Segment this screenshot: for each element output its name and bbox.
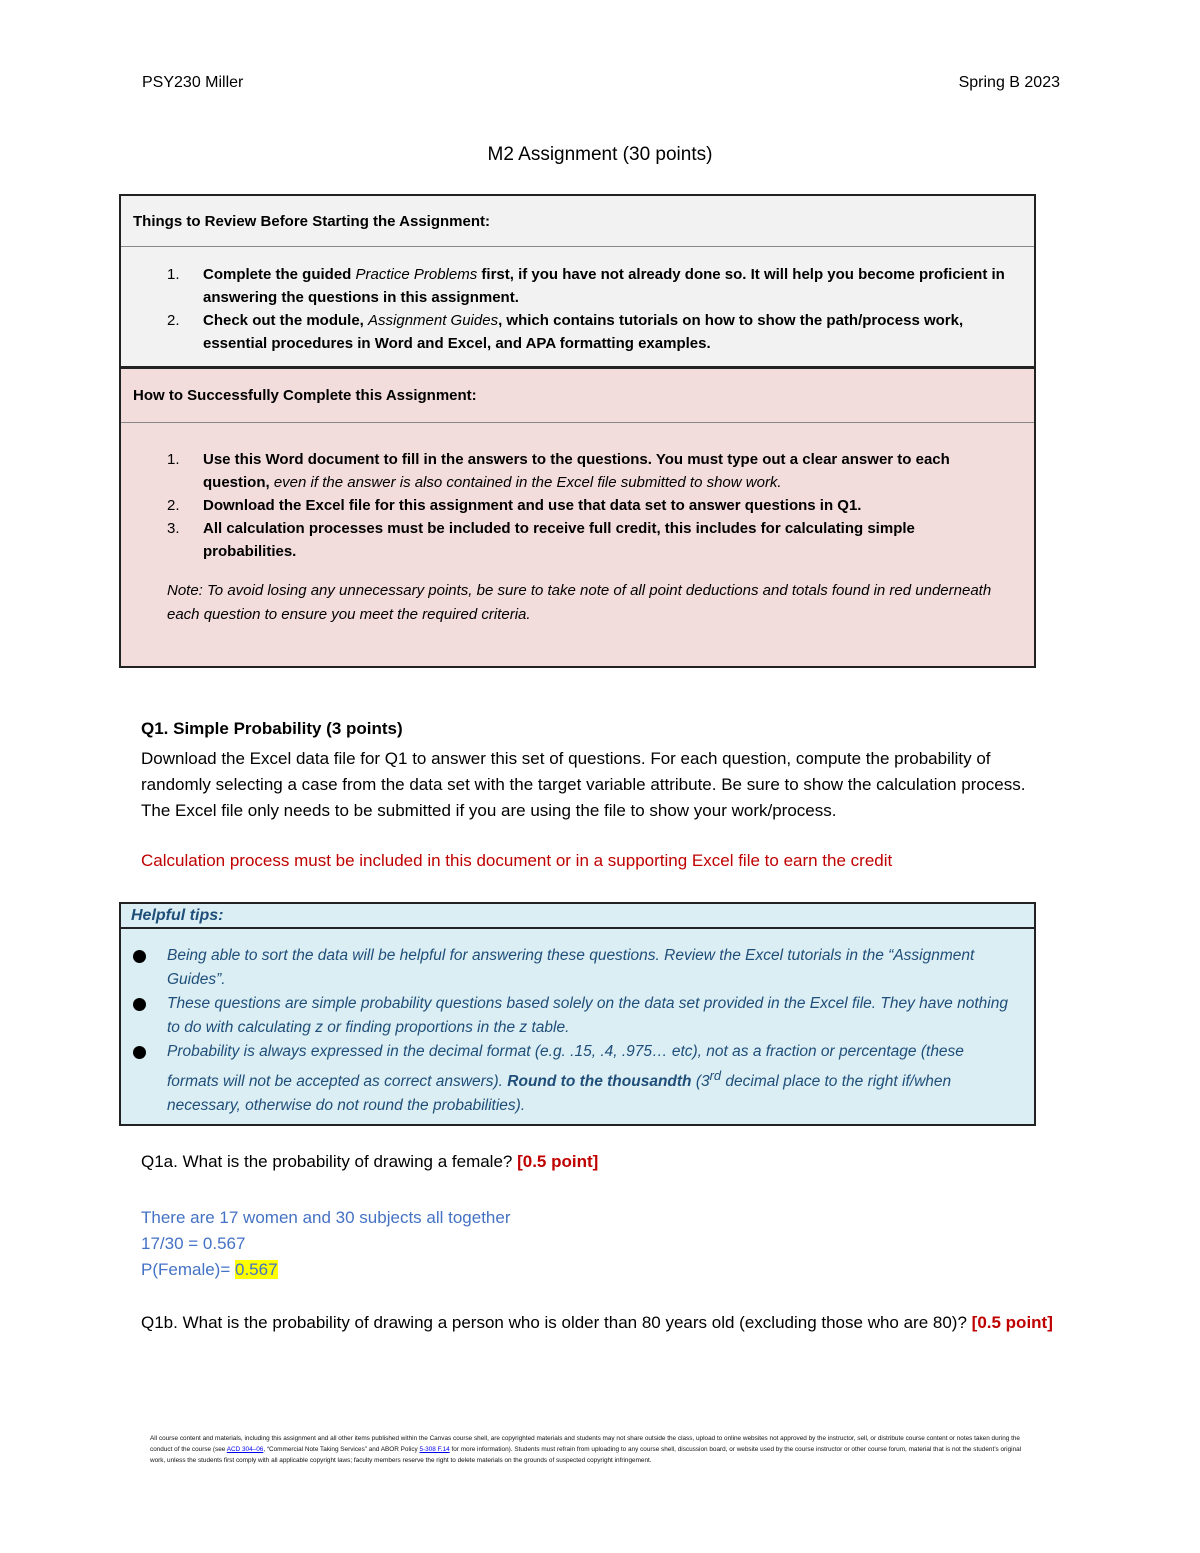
how-to-heading: How to Successfully Complete this Assignment: bbox=[121, 369, 1034, 423]
review-item-text: first, if you have not already done so. It will help you become proficient in answering the questions in this assignment. bbox=[203, 266, 1005, 306]
review-item-text: Complete the guided bbox=[203, 266, 356, 283]
how-to-item-text: Download the Excel file for this assignment and use that data set to answer questions in Q1. bbox=[203, 497, 862, 514]
tip-emphasis: Round to the thousandth bbox=[507, 1073, 692, 1091]
how-to-item bbox=[121, 517, 1034, 563]
how-to-box bbox=[119, 367, 1036, 668]
q1a-text: . What is the probability of drawing a female? bbox=[173, 1152, 518, 1171]
q1b-label: Q1b bbox=[141, 1313, 174, 1332]
review-item-text: , which contains tutorials on how to show the path/process work, essential procedures in Word and Excel, and APA formatting examples. bbox=[203, 312, 964, 352]
review-item bbox=[121, 263, 1034, 309]
header-course: PSY230 Miller bbox=[142, 74, 244, 91]
tip-text: decimal place to the right if/when necessary, otherwise do not round the probabilities). bbox=[167, 1073, 952, 1115]
tip-item bbox=[121, 944, 1014, 992]
how-to-item-number: 1. bbox=[167, 451, 180, 468]
tip-text: Probability is always expressed in the decimal format (e.g. .15, .4, .975… etc), not as a fraction or percentage (these formats will not be accepted as correct answers). bbox=[167, 1043, 964, 1091]
footer-link-acd[interactable]: ACD 304–06 bbox=[226, 1446, 264, 1453]
header-term: Spring B 2023 bbox=[958, 74, 1060, 91]
tip-item bbox=[121, 1040, 1014, 1118]
q1a-answer bbox=[141, 1205, 511, 1283]
how-to-note: Note: To avoid losing any unnecessary points, be sure to take note of all point deductions and totals found in red underneath each question to ensure you meet the required criteria. bbox=[167, 582, 992, 623]
q1b-question bbox=[141, 1310, 1061, 1336]
q1-description: Download the Excel data file for Q1 to answer this set of questions. For each question, compute the probability of randomly selecting a case from the data set with the target variable attribute. Be sure to show the calculation process. The Excel file only needs to be submitted if you are using the file to show your work/process. bbox=[141, 749, 1026, 820]
review-item-number: 2. bbox=[167, 312, 180, 329]
q1b-points: [0.5 point] bbox=[971, 1313, 1053, 1332]
footer-link-abor[interactable]: 5-308 F.14 bbox=[419, 1446, 450, 1453]
tip-text: These questions are simple probability questions based solely on the data set provided in the Excel file. They have nothing to do with calculating z or finding proportions in the z table. bbox=[167, 995, 1008, 1036]
review-heading: Things to Review Before Starting the Assignment: bbox=[121, 196, 1034, 247]
review-box bbox=[119, 194, 1036, 368]
review-item bbox=[121, 309, 1034, 355]
tip-superscript: rd bbox=[709, 1068, 722, 1083]
page-title: M2 Assignment (30 points) bbox=[487, 144, 713, 165]
answer-line: There are 17 women and 30 subjects all together bbox=[141, 1208, 511, 1227]
q1-title: Q1. Simple Probability (3 points) bbox=[141, 719, 403, 738]
tip-text: (3 bbox=[691, 1073, 710, 1091]
bullet-icon bbox=[133, 950, 146, 963]
tips-heading: Helpful tips: bbox=[121, 904, 1034, 929]
tips-list bbox=[121, 929, 1034, 1118]
answer-final-value: 0.567 bbox=[235, 1260, 278, 1279]
how-to-item-text: All calculation processes must be included to receive full credit, this includes for calculating simple probabilities. bbox=[203, 520, 915, 560]
footer-text: for more information). Students must refrain from uploading to any course shell, discussion board, or website used by the course instructor or other course forum, material that is not the student’s original work, unless the students first comply with all applicable copyright laws; faculty members reserve the right to delete materials on the grounds of suspected copyright infringement. bbox=[150, 1446, 1022, 1464]
review-item-number: 1. bbox=[167, 266, 180, 283]
review-list bbox=[121, 247, 1034, 355]
q1b-text: . What is the probability of drawing a person who is older than 80 years old (excluding those who are 80)? bbox=[173, 1313, 972, 1332]
q1a-question bbox=[141, 1152, 598, 1172]
tip-item bbox=[121, 992, 1014, 1040]
review-item-emphasis: Assignment Guides bbox=[368, 312, 499, 329]
how-to-item-emphasis: even if the answer is also contained in the Excel file submitted to show work. bbox=[273, 474, 782, 491]
review-item-text: Check out the module, bbox=[203, 312, 369, 329]
how-to-item-number: 2. bbox=[167, 497, 180, 514]
answer-final bbox=[141, 1257, 511, 1283]
answer-line: 17/30 = 0.567 bbox=[141, 1234, 246, 1253]
how-to-list bbox=[121, 423, 1034, 563]
how-to-item-number: 3. bbox=[167, 520, 180, 537]
copyright-footer bbox=[150, 1433, 1030, 1466]
tip-text: Being able to sort the data will be helpful for answering these questions. Review the Excel tutorials in the “Assignment Guides”. bbox=[167, 947, 975, 988]
footer-text: All course content and materials, including this assignment and all other items published within the Canvas course shell, are copyrighted materials and students may not share outside the class, upload to online websites not approved by the instructor, sell, or distribute course content or notes taken during the conduct of the course (see bbox=[150, 1435, 1020, 1453]
review-item-emphasis: Practice Problems bbox=[355, 266, 478, 283]
bullet-icon bbox=[133, 998, 146, 1011]
footer-text: , “Commercial Note Taking Services” and ABOR Policy bbox=[263, 1446, 420, 1453]
q1a-label: Q1a bbox=[141, 1152, 174, 1171]
how-to-item-text: Use this Word document to fill in the answers to the questions. You must type out a clear answer to each question, bbox=[203, 451, 950, 491]
helpful-tips-box bbox=[119, 902, 1036, 1126]
bullet-icon bbox=[133, 1046, 146, 1059]
how-to-item bbox=[121, 494, 1034, 517]
q1-requirement: Calculation process must be included in this document or in a supporting Excel file to earn the credit bbox=[141, 851, 893, 870]
q1a-points: [0.5 point] bbox=[517, 1152, 599, 1171]
answer-final-label: P(Female)= bbox=[141, 1260, 235, 1279]
how-to-item bbox=[121, 448, 1034, 494]
